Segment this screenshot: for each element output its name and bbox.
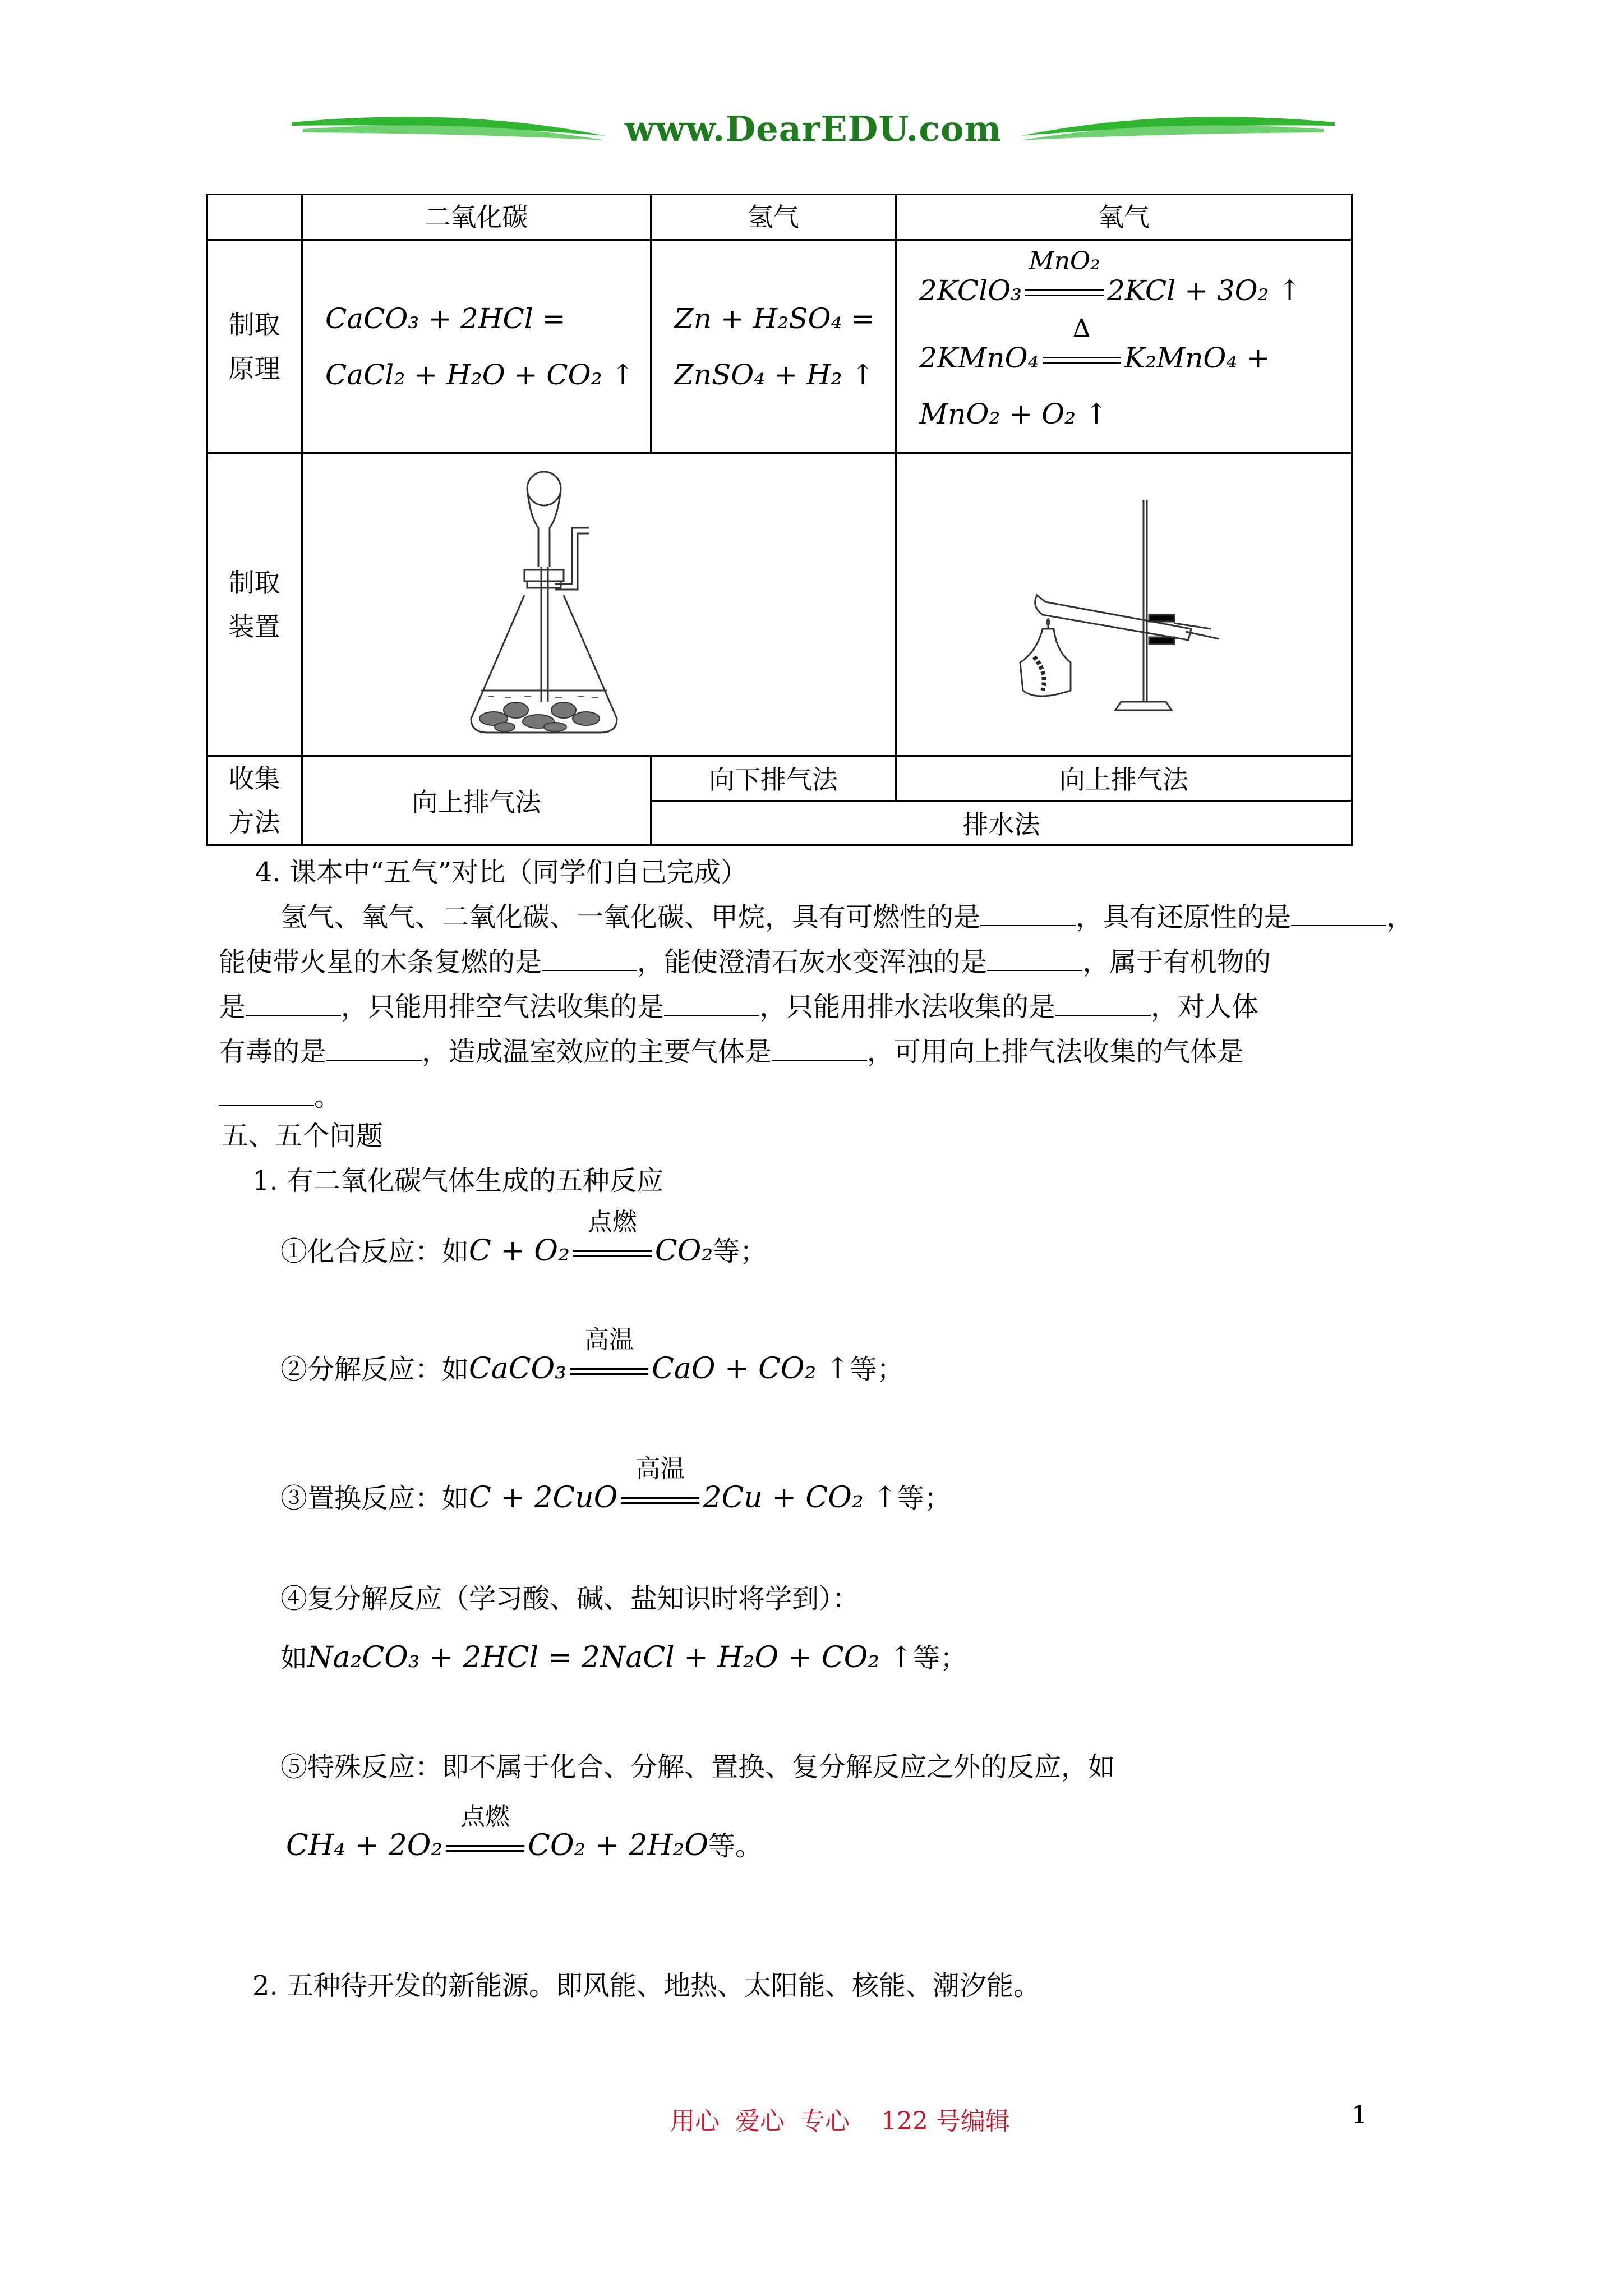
logo-text[interactable]: www.DearEDU.com — [624, 108, 1002, 149]
header-logo — [292, 101, 1335, 174]
row-label-collect: 收集 方法 — [207, 756, 302, 845]
table-row-collect-1 — [207, 756, 1352, 801]
h2-equation-line1: Zn + H₂SO₄ = — [674, 302, 875, 335]
reaction-double-decomposition: 如Na₂CO₃ + 2HCl = 2NaCl + H₂O + CO₂ ↑等； — [280, 1641, 967, 1674]
reaction-decomposition: ②分解反应：如CaCO₃ 高温 CaO + CO₂ ↑等； — [280, 1326, 904, 1386]
question-2: 2. 五种待开发的新能源。即风能、地热、太阳能、核能、潮汐能。 — [252, 1970, 1041, 2001]
table-row-principle — [207, 240, 1352, 453]
reaction-special: CH₄ + 2O₂ 点燃 CO₂ + 2H₂O等。 — [286, 1802, 762, 1862]
col-header-o2: 氧气 — [896, 195, 1352, 240]
row-label-apparatus: 制取 装置 — [207, 453, 302, 756]
table-header-row — [207, 195, 1352, 240]
blank-toxic[interactable] — [326, 1035, 422, 1061]
test-tube-heating-apparatus-icon — [897, 455, 1351, 754]
blank-combustible[interactable] — [980, 900, 1076, 926]
blank-limewater[interactable] — [987, 945, 1082, 971]
reaction-combination: ①化合反应：如C + O₂ 点燃 CO₂等； — [280, 1208, 767, 1268]
conical-flask-apparatus-icon — [303, 455, 897, 754]
question-1: 1. 有二氧化碳气体生成的五种反应 — [252, 1165, 664, 1197]
blank-organic[interactable] — [246, 990, 341, 1016]
blank-water-only[interactable] — [1055, 990, 1151, 1016]
reaction-double-decomposition-text: ④复分解反应（学习酸、碱、盐知识时将学到）： — [280, 1583, 860, 1614]
h2-equation-line2: ZnSO₄ + H₂ ↑ — [674, 358, 875, 391]
blank-air-only[interactable] — [664, 990, 759, 1016]
blank-reducing[interactable] — [1291, 900, 1386, 926]
row-label-principle: 制取 原理 — [207, 240, 302, 453]
o2-collect-method: 向上排气法 — [896, 756, 1352, 801]
shared-collect-method: 排水法 — [651, 800, 1352, 845]
table-row-apparatus — [207, 453, 1352, 756]
col-header-co2: 二氧化碳 — [302, 195, 651, 240]
gas-comparison-table — [206, 194, 1353, 846]
co2-principle-cell — [302, 240, 651, 453]
col-header-h2: 氢气 — [651, 195, 896, 240]
page-number: 1 — [1352, 2101, 1367, 2129]
co2-equation-line2: CaCl₂ + H₂O + CO₂ ↑ — [325, 358, 635, 391]
blank-upward-air[interactable] — [219, 1080, 314, 1106]
test-tube-apparatus-cell — [896, 453, 1352, 756]
flask-apparatus-cell — [302, 453, 896, 756]
section5-heading: 五、五个问题 — [222, 1120, 384, 1152]
o2-principle-cell: 2KClO₃ MnO₂ 2KCl + 3O₂ ↑ 2KMnO₄ Δ K₂MnO₄ + MnO₂ + O₂ ↑ — [896, 240, 1352, 453]
blank-relights-splint[interactable] — [542, 945, 637, 971]
section4-heading: 4. 课本中“五气”对比（同学们自己完成） — [255, 857, 748, 888]
reaction-special-text: ⑤特殊反应：即不属于化合、分解、置换、复分解反应之外的反应，如 — [280, 1751, 1115, 1783]
reaction-displacement: ③置换反应：如C + 2CuO 高温 2Cu + CO₂ ↑等； — [280, 1455, 951, 1515]
h2-principle-cell — [651, 240, 896, 453]
section4-paragraph: 氢气、氧气、二氧化碳、一氧化碳、甲烷，具有可燃性的是 ，具有还原性的是 ， 能使带火星的木条复燃的是 ，能使澄清石灰水变浑浊的是 ，属于有机物的 是 ，只能用排空气法收集的是 ，只能用排水法收集的是 ，对人体 有毒的是 ，造成温室效应的主要气体是 ，可用向上排气法收集的气体是 。 — [219, 901, 1414, 1112]
co2-equation-line1: CaCO₃ + 2HCl = — [325, 302, 566, 335]
h2-collect-method: 向下排气法 — [651, 756, 896, 801]
corner-cell — [207, 195, 302, 240]
co2-collect-method: 向上排气法 — [302, 756, 651, 845]
blank-greenhouse[interactable] — [772, 1035, 867, 1061]
